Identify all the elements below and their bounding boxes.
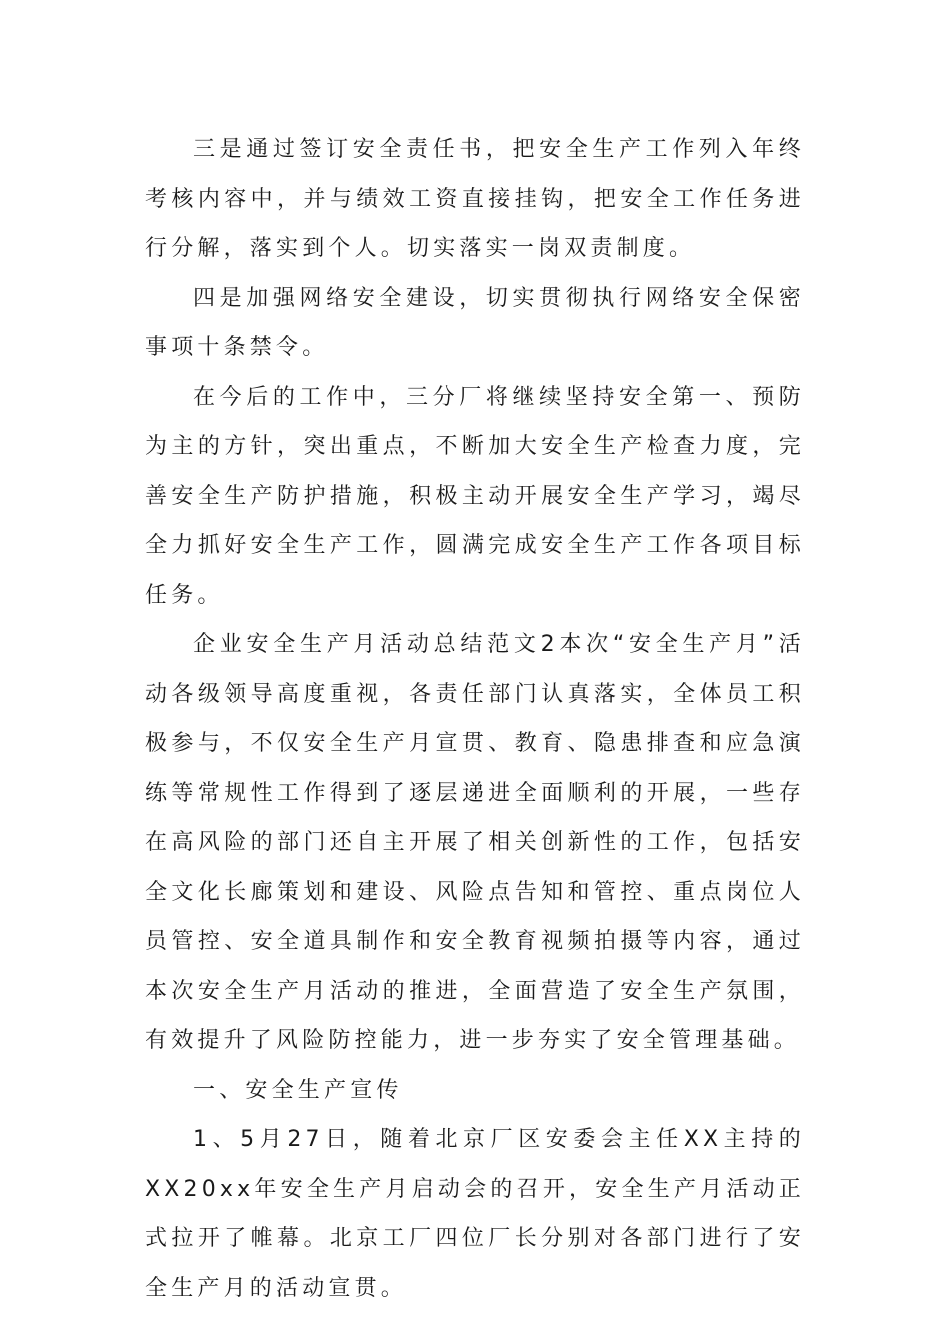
section-heading-publicity: 一、安全生产宣传	[193, 1077, 403, 1103]
paragraph-network-security: 四是加强网络安全建设，切实贯彻执行网络安全保密事项十条禁令。	[145, 285, 805, 360]
paragraph-summary-2: 企业安全生产月活动总结范文2本次“安全生产月”活动各级领导高度重视，各责任部门认真落实，全体员工积极参与，不仅安全生产月宣贯、教育、隐患排查和应急演练等常规性工作得到了逐层递进全面顺利的开展，一些存在高风险的部门还自主开展了相关创新性的工作，包括安全文化长廊策划和建设、风险点告知和管控、重点岗位人员管控、安全道具制作和安全教育视频拍摄等内容，通过本次安全生产月活动的推进，全面营造了安全生产氛围，有效提升了风险防控能力，进一步夯实了安全管理基础。	[145, 632, 805, 1053]
paragraph-launch-meeting: 1、5月27日，随着北京厂区安委会主任XX主持的XX20xx年安全生产月启动会的召开，安全生产月活动正式拉开了帷幕。北京工厂四位厂长分别对各部门进行了安全生产月的活动宣贯。	[145, 1127, 805, 1301]
document-body	[145, 125, 805, 1313]
paragraph-safety-responsibility: 三是通过签订安全责任书，把安全生产工作列入年终考核内容中，并与绩效工资直接挂钩，把安全工作任务进行分解，落实到个人。切实落实一岗双责制度。	[145, 137, 805, 261]
paragraph-future-work: 在今后的工作中，三分厂将继续坚持安全第一、预防为主的方针，突出重点，不断加大安全生产检查力度，完善安全生产防护措施，积极主动开展安全生产学习，竭尽全力抓好安全生产工作，圆满完成安全生产工作各项目标任务。	[145, 384, 805, 608]
